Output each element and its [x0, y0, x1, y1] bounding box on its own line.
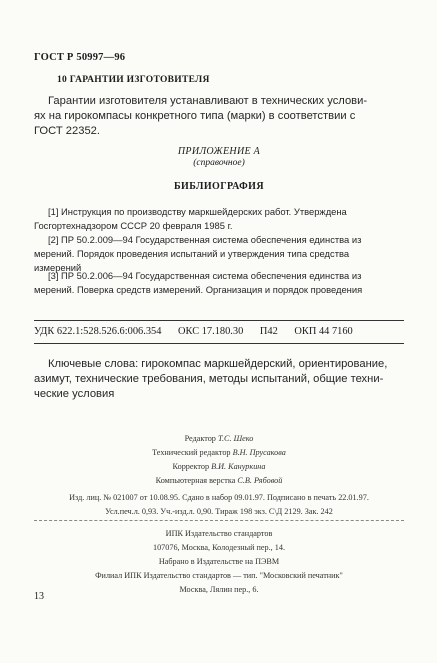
section-title: 10 ГАРАНТИИ ИЗГОТОВИТЕЛЯ — [57, 75, 210, 85]
keywords-line: ческие условия — [34, 388, 115, 400]
paragraph-line: ГОСТ 22352. — [34, 125, 100, 137]
keywords-line: Ключевые слова: гирокомпас маркшейдерский, ориентирование, — [48, 358, 388, 370]
paragraph-line: ях на гирокомпасы конкретного типа (марки) в соответствии с — [34, 110, 356, 122]
print-info-line: Изд. лиц. № 021007 от 10.08.95. Сдано в набор 09.01.97. Подписано в печать 22.01.97. — [69, 493, 369, 502]
publisher-line: Набрано в Издательстве на ПЭВМ — [158, 557, 280, 566]
credit-person: С.В. Рябовой — [237, 476, 283, 485]
divider-top — [34, 320, 404, 321]
reference-line: [3] ПР 50.2.006—94 Государственная система обеспечения единства из — [48, 270, 362, 281]
reference-line: [1] Инструкция по производству маркшейдерских работ. Утверждена — [48, 206, 347, 217]
credit-label: Редактор — [184, 434, 216, 443]
credit-person: В.Н. Прусакова — [232, 448, 286, 457]
okp-code: ОКП 44 7160 — [294, 326, 353, 337]
standard-designation: ГОСТ Р 50997—96 — [34, 52, 126, 63]
page-number: 13 — [34, 591, 44, 602]
reference-line: мерений. Порядок проведения испытаний и утверждения типа средства — [34, 248, 350, 259]
reference-line: [2] ПР 50.2.009—94 Государственная система обеспечения единства из — [48, 234, 362, 245]
publisher-line: ИПК Издательство стандартов — [165, 529, 273, 538]
dashed-divider — [34, 520, 404, 521]
publisher-line: 107076, Москва, Колодезный пер., 14. — [152, 543, 286, 552]
print-info — [34, 491, 404, 519]
oks-code: ОКС 17.180.30 — [178, 326, 244, 337]
group-code: П42 — [259, 326, 278, 337]
credit-label: Корректор — [172, 462, 210, 471]
publisher-line: Филиал ИПК Издательство стандартов — тип. "Московский печатник" — [95, 571, 343, 580]
credit-person: В.И. Кануркина — [211, 462, 266, 471]
keywords-paragraph — [34, 357, 404, 402]
reference-line: мерений. Поверка средств измерений. Организация и порядок проведения — [34, 284, 363, 295]
credit-tech-editor — [34, 446, 404, 460]
publisher-block — [34, 527, 404, 597]
section-paragraph — [34, 94, 404, 139]
credits-block — [34, 432, 404, 488]
credit-label: Технический редактор — [152, 448, 231, 457]
appendix-title: ПРИЛОЖЕНИЕ А — [177, 146, 261, 157]
appendix-note: (справочное) — [193, 158, 245, 168]
paragraph-line: Гарантии изготовителя устанавливают в технических услови- — [48, 95, 368, 107]
classification-line — [34, 326, 404, 337]
bibliography-heading: БИБЛИОГРАФИЯ — [174, 181, 264, 192]
divider-bottom — [34, 343, 404, 344]
reference-line: Госгортехнадзором СССР 20 февраля 1985 г. — [34, 220, 233, 231]
credit-person: Т.С. Шеко — [217, 434, 254, 443]
keywords-line: азимут, технические требования, методы испытаний, общие техни- — [34, 373, 384, 385]
udk-code: УДК 622.1:528.526.6:006.354 — [34, 326, 162, 337]
credit-label: Компьютерная верстка — [155, 476, 236, 485]
publisher-line: Москва, Лялин пер., 6. — [179, 585, 259, 594]
print-info-line: Усл.печ.л. 0,93. Уч.-изд.л. 0,90. Тираж 198 экз. С\Д 2129. Зак. 242 — [105, 507, 333, 516]
credit-editor — [34, 432, 404, 446]
reference-item — [34, 269, 404, 297]
reference-line: измерений — [34, 262, 82, 273]
reference-item — [34, 205, 404, 233]
credit-corrector — [34, 460, 404, 474]
credit-layout — [34, 474, 404, 488]
